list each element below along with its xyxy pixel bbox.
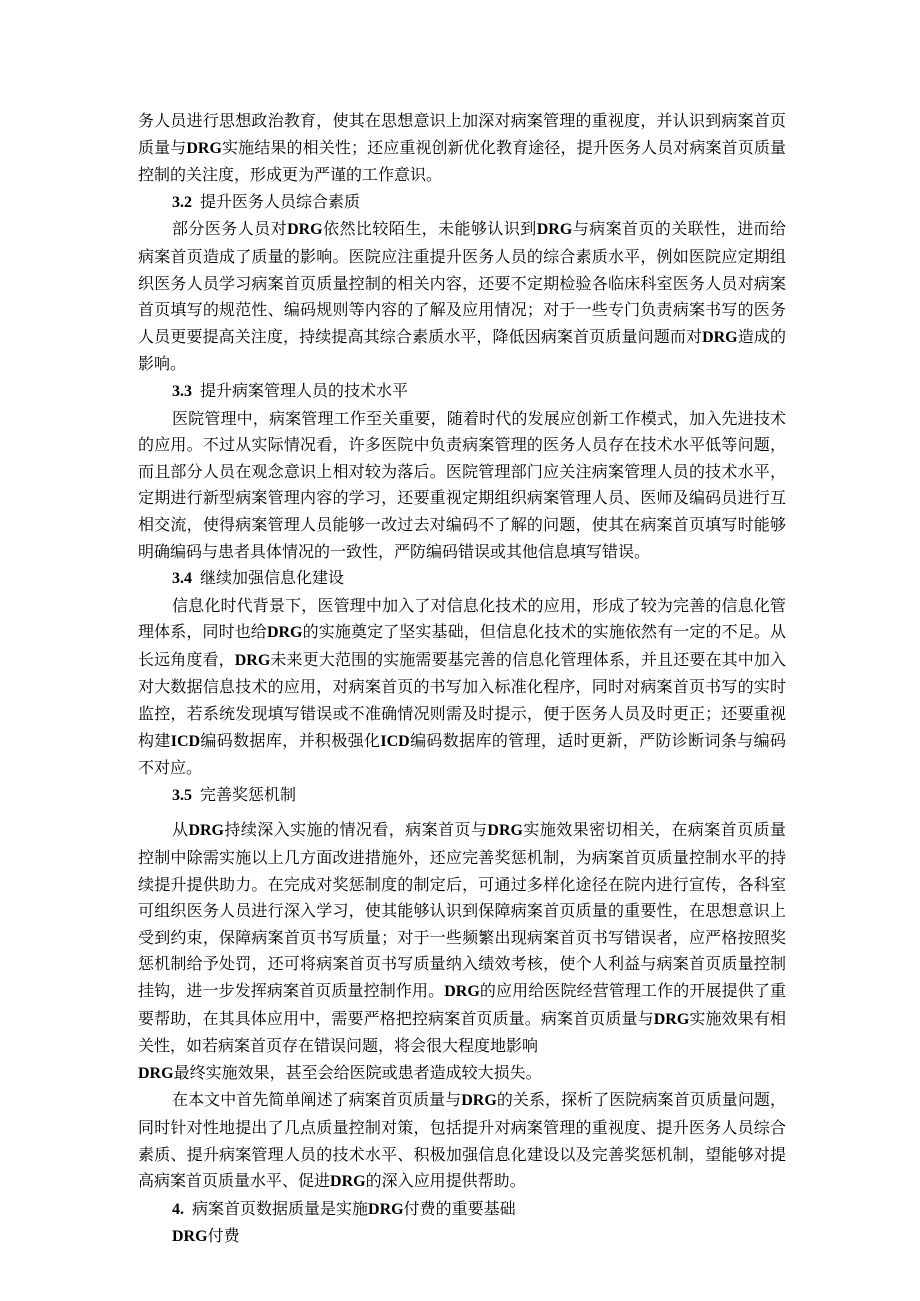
- paragraph: 从DRG持续深入实施的情况看，病案首页与DRG实施效果密切相关，在病案首页质量控制中除需实施以上几方面改进措施外，还应完善奖惩机制，为病案首页质量控制水平的持续提升提供助力。在完成对奖惩制度的制定后，可通过多样化途径在院内进行宣传，各科室可组织医务人员进行深入学习，使其能够认识到保障病案首页质量的重要性，在思想意识上受到约束，保障病案首页书写质量；对于一些频繁出现病案首页书写错误者，应严格按照奖惩机制给予处罚，还可将病案首页书写质量纳入绩效考核，使个人利益与病案首页质量控制挂钩，进一步发挥病案首页质量控制作用。DRG的应用给医院经营管理工作的开展提供了重要帮助，在其具体应用中，需要严格把控病案首页质量。病案首页质量与DRG实施效果有相关性，如若病案首页存在错误问题，将会很大程度地影响: [138, 820, 786, 1056]
- paragraph: DRG最终实施效果，甚至会给医院或患者造成较大损失。: [138, 1062, 542, 1082]
- section-title: DRG付费: [172, 1226, 240, 1246]
- section-heading: [138, 565, 786, 593]
- section-number: 3.3: [172, 382, 192, 400]
- section-number: 4.: [172, 1200, 184, 1218]
- section-title: 完善奖惩机制: [200, 784, 297, 804]
- section-heading: [138, 378, 786, 406]
- section-number: 3.5: [172, 786, 192, 804]
- section-number: 3.2: [172, 193, 192, 211]
- spacer: [138, 809, 786, 817]
- section-title: 病案首页数据质量是实施DRG付费的重要基础: [192, 1198, 516, 1218]
- paragraph: 在本文中首先简单阐述了病案首页质量与DRG的关系，探析了医院病案首页质量问题，同时针对性地提出了几点质量控制对策，包括提升对病案管理的重视度、提升医务人员综合素质、提升病案管理人员的技术水平、积极加强信息化建设以及完善奖惩机制，望能够对提高病案首页质量水平、促进DRG的深入应用提供帮助。: [138, 1090, 786, 1191]
- section-title: 继续加强信息化建设: [200, 568, 345, 588]
- document-body: [138, 108, 786, 1251]
- section-heading: [138, 1196, 786, 1224]
- section-title: 提升医务人员综合素质: [200, 191, 361, 211]
- section-heading: [138, 1223, 786, 1251]
- paragraph: 信息化时代背景下，医管理中加入了对信息化技术的应用，形成了较为完善的信息化管理体系，同时也给DRG的实施奠定了坚实基础，但信息化技术的实施依然有一定的不足。从长远角度看，DRG未来更大范围的实施需要基完善的信息化管理体系，并且还要在其中加入对大数据信息技术的应用，对病案首页的书写加入标准化程序，同时对病案首页书写的实时监控，若系统发现填写错误或不准确情况则需及时提示，便于医务人员及时更正；还要重视构建ICD编码数据库，并积极强化ICD编码数据库的管理，适时更新，严防诊断词条与编码不对应。: [138, 595, 786, 778]
- section-title: 提升病案管理人员的技术水平: [200, 380, 409, 400]
- paragraph: 医院管理中，病案管理工作至关重要，随着时代的发展应创新工作模式，加入先进技术的应用。不过从实际情况看，许多医院中负责病案管理的医务人员存在技术水平低等问题，而且部分人员在观念意识上相对较为落后。医院管理部门应关注病案管理人员的技术水平，定期进行新型病案管理内容的学习，还要重视定期组织病案管理人员、医师及编码员进行互相交流，使得病案管理人员能够一改过去对编码不了解的问题，使其在病案首页填写时能够明确编码与患者具体情况的一致性，严防编码错误或其他信息填写错误。: [138, 408, 786, 561]
- section-heading: [138, 782, 786, 810]
- paragraph: 部分医务人员对DRG依然比较陌生，未能够认识到DRG与病案首页的关联性，进而给病案首页造成了质量的影响。医院应注重提升医务人员的综合素质水平，例如医院应定期组织医务人员学习病案首页质量控制的相关内容，还要不定期检验各临床科室医务人员对病案首页填写的规范性、编码规则等内容的了解及应用情况；对于一些专门负责病案书写的医务人员更要提高关注度，持续提高其综合素质水平，降低因病案首页质量问题而对DRG造成的影响。: [138, 219, 786, 374]
- section-number: 3.4: [172, 570, 192, 588]
- section-heading: [138, 189, 786, 217]
- paragraph: 务人员进行思想政治教育，使其在思想意识上加深对病案管理的重视度，并认识到病案首页质量与DRG实施结果的相关性；还应重视创新优化教育途径，提升医务人员对病案首页质量控制的关注度，形成更为严谨的工作意识。: [138, 111, 786, 185]
